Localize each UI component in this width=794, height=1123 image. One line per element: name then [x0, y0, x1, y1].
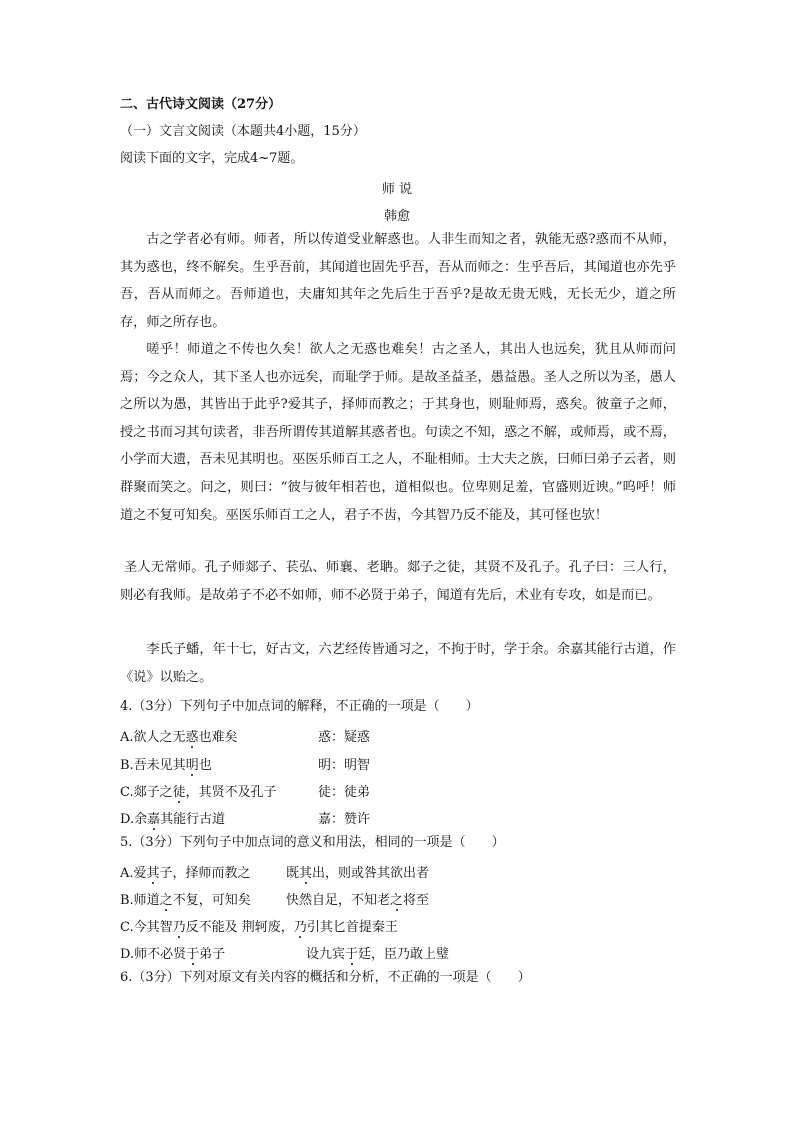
dotted-word: 徒: [173, 781, 186, 800]
dotted-word: 于: [186, 943, 199, 962]
dotted-word: 嘉: [147, 808, 160, 827]
essay-paragraph-2: 嗟乎！师道之不传也久矣！欲人之无惑也难矣！古之圣人，其出人也远矣，犹且从师而问焉；今之众人，其下圣人也亦远矣，而耻学于师。是故圣益圣，愚益愚。圣人之所以为圣，愚人之所以为愚，其皆出于此乎?爱其子，择师而教之；于其身也，则耻师焉，惑矣。彼童子之师，授之书而习其句读者，非吾所谓传其道解其惑者也。句读之不知，惑之不解，或师焉，或不焉，小学而大遗，吾未见其明也。巫医乐师百工之人，不耻相师。士大夫之族，曰师曰弟子云者，则群聚而笑之。问之，则曰：“彼与彼年相若也，道相似也。位卑则足羞，官盛则近谀。”呜呼！师道之不复可知矣。巫医乐师百工之人，君子不齿，今其智乃反不能及，其可怪也欤！: [120, 342, 676, 523]
option-text: 也: [198, 758, 212, 773]
question-5-stem: 5.（3分）下列句子中加点词的意义和用法，相同的一项是（ ）: [120, 835, 505, 850]
option-text: 将至: [403, 893, 430, 908]
option-text: 出，则或咎其欲出者: [312, 866, 430, 881]
question-6-stem: 6.（3分）下列对原文有关内容的概括和分析，不正确的一项是（ ）: [120, 970, 531, 985]
dotted-word: 于: [345, 943, 358, 962]
option-text: A.爱: [120, 866, 147, 881]
option-text: C.今其智: [120, 920, 173, 935]
q5-option-a[interactable]: [120, 862, 251, 881]
dotted-word: 其: [147, 862, 160, 881]
option-text: ，其贤不及孔子: [185, 785, 277, 800]
essay-paragraph-1: 古之学者必有师。师者，所以传道受业解惑也。人非生而知之者，孰能无惑?惑而不从师，其为惑也，终不解矣。生乎吾前，其闻道也固先乎吾，吾从而师之：生乎吾后，其闻道也亦先乎吾，吾从而师之。吾师道也，夫庸知其年之先后生于吾乎?是故无贵无贱，无长无少，道之所存，师之所存也。: [120, 232, 676, 330]
dotted-word: 惑: [186, 726, 199, 745]
essay-paragraph-4: 李氏子蟠，年十七，好古文，六艺经传皆通习之，不拘于时，学于余。余嘉其能行古道，作《说》以贻之。: [120, 642, 676, 685]
q4-option-c-gloss: 徒：徒弟: [318, 785, 371, 800]
q4-option-b[interactable]: [120, 754, 212, 773]
q4-option-a-gloss: 惑：疑惑: [318, 730, 371, 745]
option-text: 其能行古道: [160, 812, 226, 827]
q5-option-a-compare: [286, 862, 429, 881]
subsection-heading: （一）文言文阅读（本题共4小题，15分）: [120, 124, 366, 139]
option-text: C.郯子之: [120, 785, 173, 800]
option-text: 廷，臣乃敢上璧: [358, 947, 450, 962]
q5-option-c[interactable]: [120, 916, 398, 935]
q5-option-d[interactable]: [120, 943, 225, 962]
dotted-word: 其: [299, 862, 312, 881]
q4-option-d[interactable]: [120, 808, 225, 827]
option-text: 不复，可知矣: [172, 893, 251, 908]
option-text: A.欲人之无: [120, 730, 186, 745]
question-4-stem: 4.（3分）下列句子中加点词的解释，不正确的一项是（ ）: [120, 699, 479, 714]
option-text: 反不能及: [185, 920, 238, 935]
option-text: 引其匕首提秦王: [306, 920, 398, 935]
option-text: 荆轲废，: [241, 920, 294, 935]
option-text: D.师不必贤: [120, 947, 187, 962]
dotted-word: 乃: [294, 916, 307, 935]
q4-option-c[interactable]: [120, 781, 277, 800]
option-text: 快然自足，不知老: [286, 893, 391, 908]
essay-paragraph-3: 圣人无常师。孔子师郯子、苌弘、师襄、老聃。郯子之徒，其贤不及孔子。孔子曰：三人行，则必有我师。是故弟子不必不如师，师不必贤于弟子，闻道有先后，术业有专攻，如是而已。: [120, 560, 676, 603]
q4-option-a[interactable]: [120, 726, 238, 745]
essay-author: 韩愈: [383, 209, 410, 224]
option-text: 弟子: [199, 947, 226, 962]
dotted-word: 乃: [173, 916, 186, 935]
q5-option-b[interactable]: [120, 889, 251, 908]
option-text: 既: [286, 866, 300, 881]
section-title: 二、古代诗文阅读（27分）: [120, 97, 282, 112]
essay-title: 师 说: [381, 182, 413, 197]
dotted-word: 明: [186, 754, 199, 773]
q5-option-b-compare: [286, 889, 429, 908]
reading-instruction: 阅读下面的文字，完成4~7题。: [120, 151, 304, 166]
dotted-word: 之: [390, 889, 403, 908]
option-text: 子，择师而教之: [159, 866, 251, 881]
q4-option-d-gloss: 嘉：赞许: [318, 812, 371, 827]
option-text: B.吾未见其: [120, 758, 186, 773]
dotted-word: 之: [160, 889, 173, 908]
q5-option-d-compare: [306, 943, 449, 962]
option-text: 也难矣: [198, 730, 238, 745]
option-text: 设九宾: [306, 947, 346, 962]
option-text: D.余: [120, 812, 148, 827]
q4-option-b-gloss: 明：明智: [318, 758, 371, 773]
option-text: B.师道: [120, 893, 160, 908]
